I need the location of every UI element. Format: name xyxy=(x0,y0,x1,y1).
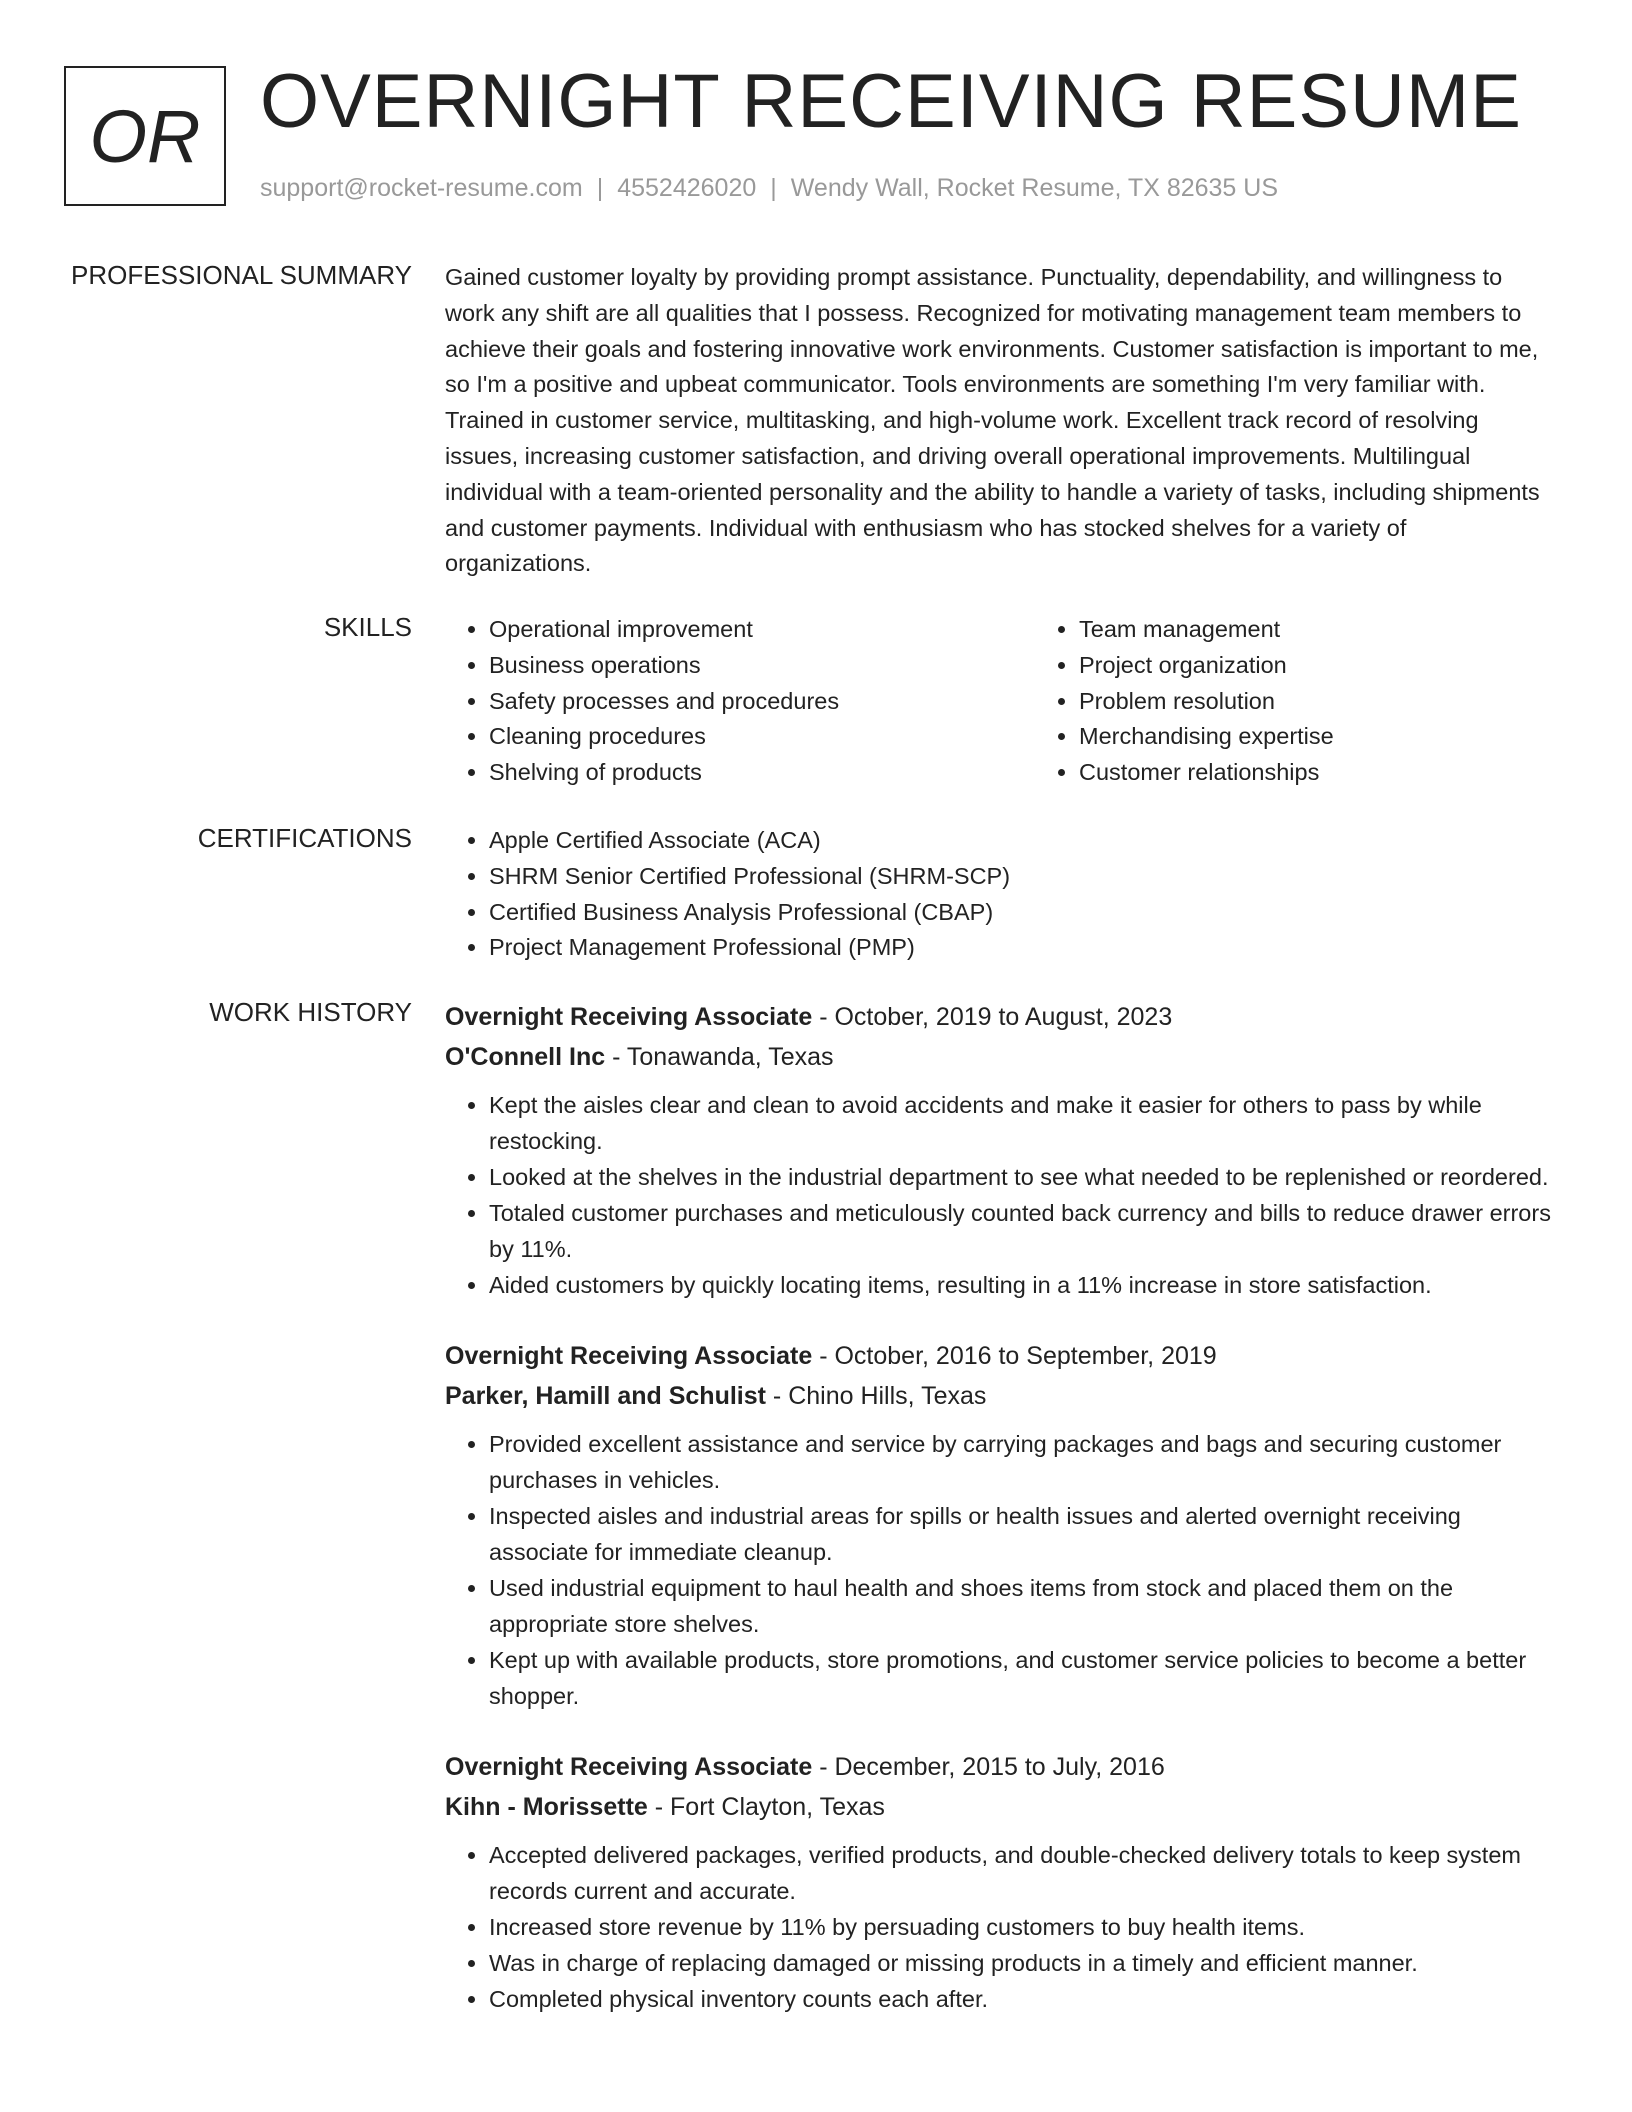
job-location: Fort Clayton, Texas xyxy=(670,1793,885,1821)
job-company: Kihn - Morissette xyxy=(445,1793,648,1821)
list-item: • Kept the aisles clear and clean to avoid accidents and make it easier for others to pass by while restocking. xyxy=(489,1087,1555,1159)
list-item: • Looked at the shelves in the industrial department to see what needed to be replenished or reordered. xyxy=(489,1159,1555,1195)
list-item: • SHRM Senior Certified Professional (SHRM-SCP) xyxy=(489,859,1555,895)
list-item: • Project organization xyxy=(1079,648,1625,684)
list-item: • Business operations xyxy=(489,648,1035,684)
list-item: • Certified Business Analysis Professional (CBAP) xyxy=(489,895,1555,931)
list-item: • Shelving of products xyxy=(489,755,1035,791)
job-title-line: Overnight Receiving Associate - October, 2016 to September, 2019 xyxy=(445,1342,1217,1370)
list-item: • Safety processes and procedures xyxy=(489,684,1035,720)
contact-address: Wendy Wall, Rocket Resume, TX 82635 US xyxy=(790,174,1279,202)
contact-phone: 4552426020 xyxy=(617,174,757,202)
job-company: Parker, Hamill and Schulist xyxy=(445,1382,766,1410)
job-bullets xyxy=(445,1837,1555,2017)
job-entry xyxy=(445,997,1555,1303)
contact-separator: | xyxy=(770,174,777,202)
work-history-list xyxy=(445,997,1555,2050)
job-location: Tonawanda, Texas xyxy=(626,1043,834,1071)
list-item: • Kept up with available products, store promotions, and customer service policies to become a better shopper. xyxy=(489,1642,1555,1714)
certifications-heading: CERTIFICATIONS xyxy=(197,823,412,853)
list-item: • Cleaning procedures xyxy=(489,719,1035,755)
job-bullets xyxy=(445,1426,1555,1714)
job-company-line: O'Connell Inc - Tonawanda, Texas xyxy=(445,1043,834,1071)
list-item: • Apple Certified Associate (ACA) xyxy=(489,823,1555,859)
list-item: • Problem resolution xyxy=(1079,684,1625,720)
summary-heading: PROFESSIONAL SUMMARY xyxy=(71,260,412,290)
job-bullets xyxy=(445,1087,1555,1303)
job-role: Overnight Receiving Associate xyxy=(445,1753,813,1781)
job-dates: October, 2019 to August, 2023 xyxy=(834,1003,1173,1031)
job-dates: October, 2016 to September, 2019 xyxy=(834,1342,1217,1370)
certifications-list xyxy=(445,823,1555,966)
list-item: • Accepted delivered packages, verified products, and double-checked delivery totals to keep system records current and accurate. xyxy=(489,1837,1555,1909)
list-item: • Customer relationships xyxy=(1079,755,1625,791)
job-dates: December, 2015 to July, 2016 xyxy=(834,1753,1165,1781)
list-item: • Provided excellent assistance and service by carrying packages and bags and securing customer purchases in vehicles. xyxy=(489,1426,1555,1498)
list-item: • Aided customers by quickly locating items, resulting in a 11% increase in store satisfaction. xyxy=(489,1267,1555,1303)
list-item: • Operational improvement xyxy=(489,612,1035,648)
list-item: • Merchandising expertise xyxy=(1079,719,1625,755)
summary-text: Gained customer loyalty by providing prompt assistance. Punctuality, dependability, and willingness to work any shift are all qualities that I possess. Recognized for motivating management team members to achieve their goals and fostering innovative work environments. Customer satisfaction is important to me, so I'm a positive and upbeat communicator. Tools environments are something I'm very familiar with. Trained in customer service, multitasking, and high-volume work. Excellent track record of resolving issues, increasing customer satisfaction, and driving overall operational improvements. Multilingual individual with a team-oriented personality and the ability to handle a variety of tasks, including shipments and customer payments. Individual with enthusiasm who has stocked shelves for a variety of organizations. xyxy=(445,264,1540,577)
monogram-logo: OR xyxy=(64,66,226,206)
skills-heading: SKILLS xyxy=(323,612,412,642)
contact-email: support@rocket-resume.com xyxy=(260,174,583,202)
job-role: Overnight Receiving Associate xyxy=(445,1342,813,1370)
contact-separator: | xyxy=(596,174,604,202)
job-company-line: Kihn - Morissette - Fort Clayton, Texas xyxy=(445,1793,885,1821)
list-item: • Inspected aisles and industrial areas for spills or health issues and alerted overnight receiving associate for immediate cleanup. xyxy=(489,1498,1555,1570)
job-entry xyxy=(445,1336,1555,1714)
job-title-line: Overnight Receiving Associate - October, 2019 to August, 2023 xyxy=(445,1003,1173,1031)
skills-column-left xyxy=(445,612,1035,791)
list-item: • Project Management Professional (PMP) xyxy=(489,930,1555,966)
skills-list xyxy=(445,612,1555,791)
list-item: • Used industrial equipment to haul health and shoes items from stock and placed them on the appropriate store shelves. xyxy=(489,1570,1555,1642)
contact-line xyxy=(260,174,1278,203)
list-item: • Increased store revenue by 11% by persuading customers to buy health items. xyxy=(489,1909,1555,1945)
job-company: O'Connell Inc xyxy=(445,1043,606,1071)
certifications-items xyxy=(445,823,1555,966)
work-heading: WORK HISTORY xyxy=(209,997,412,1027)
list-item: • Team management xyxy=(1079,612,1625,648)
job-entry xyxy=(445,1747,1555,2017)
job-location: Chino Hills, Texas xyxy=(788,1382,987,1410)
list-item: • Totaled customer purchases and meticulously counted back currency and bills to reduce drawer errors by 11%. xyxy=(489,1195,1555,1267)
job-role: Overnight Receiving Associate xyxy=(445,1003,813,1031)
job-company-line: Parker, Hamill and Schulist - Chino Hills, Texas xyxy=(445,1382,987,1410)
resume-title: OVERNIGHT RECEIVING RESUME xyxy=(260,59,1522,144)
list-item: • Completed physical inventory counts each after. xyxy=(489,1981,1555,2017)
job-title-line: Overnight Receiving Associate - December, 2015 to July, 2016 xyxy=(445,1753,1165,1781)
skills-column-right xyxy=(1035,612,1625,791)
list-item: • Was in charge of replacing damaged or missing products in a timely and efficient manner. xyxy=(489,1945,1555,1981)
